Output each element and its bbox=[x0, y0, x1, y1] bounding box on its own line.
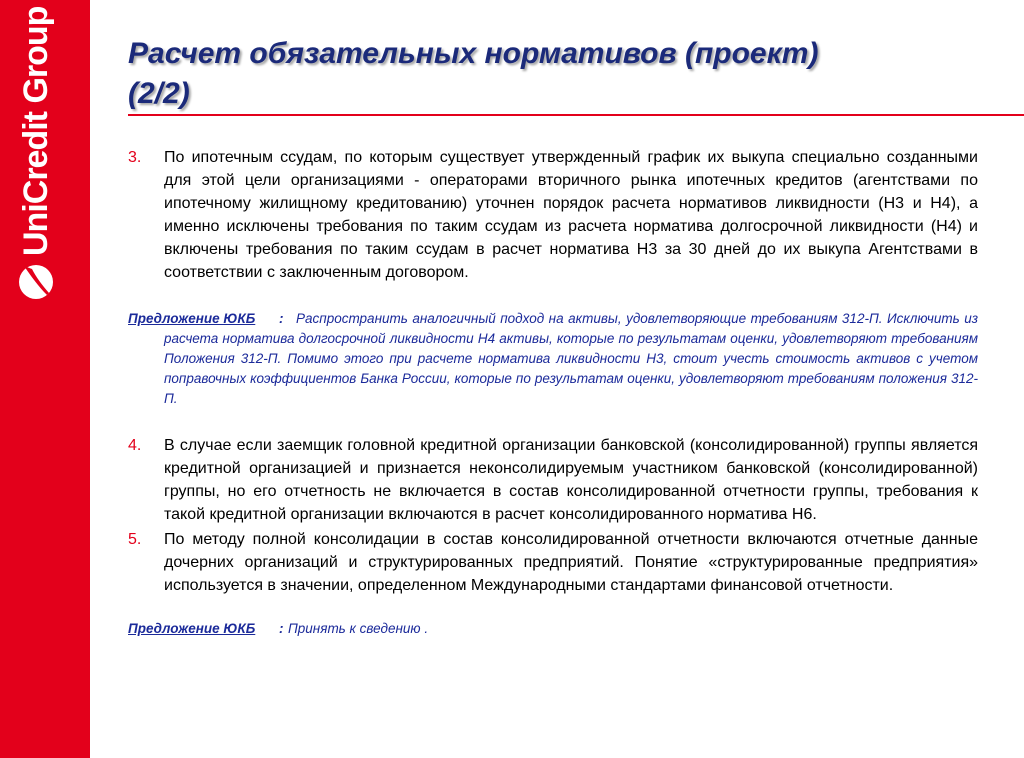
proposal-label-colon: : bbox=[279, 311, 284, 326]
brand-name: UniCredit Group bbox=[16, 6, 55, 256]
page-title-line2: (2/2) bbox=[128, 77, 190, 110]
slide-content bbox=[128, 146, 978, 639]
list-item-number: 5. bbox=[128, 531, 142, 548]
unicredit-logo bbox=[14, 2, 58, 302]
proposal-label-colon: : bbox=[279, 621, 284, 636]
list-item-text: В случае если заемщик головной кредитной организации банковской (консолидированной) группы является кредитной организацией и признается неконсолидируемым участником банковской (консолидированной) группы, но его отчетность не включается в состав консолидированной отчетности группы, требования к такой кредитной организации включаются в расчет консолидированного норматива Н6. bbox=[164, 437, 978, 523]
unicredit-mark-icon bbox=[16, 262, 56, 302]
list-item-text: По ипотечным ссудам, по которым существует утвержденный график их выкупа специально созданными для этой цели организациями - операторами вторичного рынка ипотечных кредитов (агентствами по ипотечному жилищному кредитованию) уточнен порядок расчета нормативов ликвидности (Н3 и Н4), а именно исключены требования по таким ссудам из расчета норматива долгосрочной ликвидности (Н4) и включены требования по таким ссудам в расчет норматива Н3 за 30 дней до их выкупа Агентствами в соответствии с заключенным договором. bbox=[164, 149, 978, 281]
list-item bbox=[128, 528, 978, 597]
page-title-line1: Расчет обязательных нормативов (проект) bbox=[128, 37, 819, 70]
proposal-text: Распространить аналогичный подход на активы, удовлетворяющие требованиям 312-П. Исключить из расчета норматива долгосрочной ликвидности Н4 активы, которые по результатам оценки, удовлетворяют требованиям Положения 312-П. Помимо этого при расчете норматива ликвидности Н3, стоит учесть стоимость активов с учетом поправочных коэффициентов Банка России, которые по результатам оценки, удовлетворяют требованиям положения 312-П. bbox=[164, 311, 978, 406]
title-divider bbox=[128, 114, 1024, 116]
brand-sidebar bbox=[0, 0, 90, 758]
list-item-number: 4. bbox=[128, 437, 142, 454]
proposal-text: Принять к сведению . bbox=[288, 621, 429, 636]
list-item-number: 3. bbox=[128, 149, 142, 166]
proposal-label: Предложение ЮКБ bbox=[128, 621, 256, 636]
proposal-block bbox=[128, 309, 978, 409]
page-title bbox=[128, 34, 1008, 114]
list-item-text: По методу полной консолидации в состав консолидированной отчетности включаются отчетные данные дочерних организаций и структурированных предприятий. Понятие «структурированные предприятия» используется в значении, определенном Международными стандартами финансовой отчетности. bbox=[164, 531, 978, 594]
list-item bbox=[128, 146, 978, 284]
proposal-block bbox=[128, 619, 978, 639]
list-item bbox=[128, 434, 978, 526]
proposal-label: Предложение ЮКБ bbox=[128, 311, 256, 326]
